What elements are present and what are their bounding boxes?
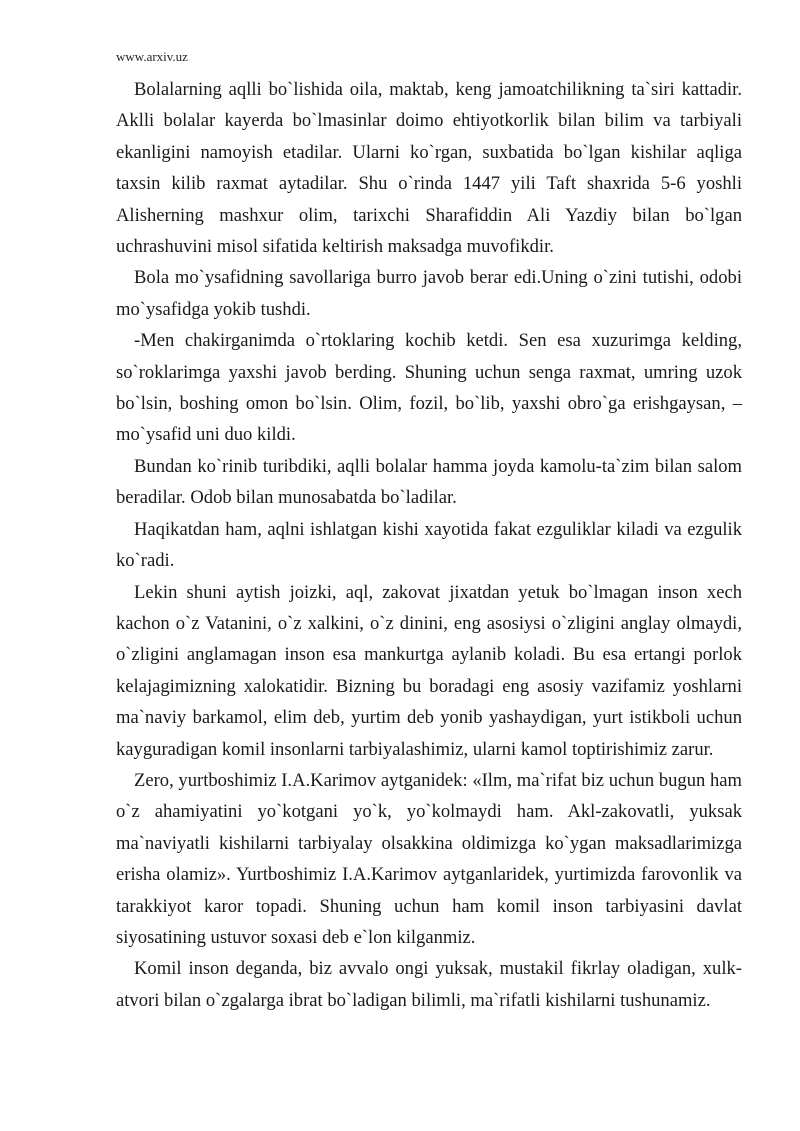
paragraph-8: Komil inson deganda, biz avvalo ongi yuksak, mustakil fikrlay oladigan, xulk-atvori bilan o`zgalarga ibrat bo`ladigan bilimli, ma`rifatli kishilarni tushunamiz. bbox=[116, 958, 742, 1011]
paragraph-1: Bolalarning aqlli bo`lishida oila, maktab, keng jamoatchilikning ta`siri kattadir. Aklli bolalar kayerda bo`lmasinlar doimo ehtiyotkorlik bilan bilim va tarbiyali ekanligini namoyish etadilar. Ularni ko`rgan, suxbatida bo`lgan kishilar aqliga taxsin kilib raxmat aytadilar. Shu o`rinda 1447 yili Taft shaxrida 5-6 yoshli Alisherning mashxur olim, tarixchi Sharafiddin Ali Yazdiy bilan bo`lgan uchrashuvini misol sifatida keltirish maksadga muvofikdir. bbox=[116, 79, 742, 258]
paragraph-7: Zero, yurtboshimiz I.A.Karimov aytganidek: «Ilm, ma`rifat biz uchun bugun ham o`z ahamiyatini yo`kotgani yo`k, yo`kolmaydi ham. Akl-zakovatli, yuksak ma`naviyatli kishilarni tarbiyalay olsakkina oldimizga ko`ygan maksadlarimizga erisha olamiz». Yurtboshimiz I.A.Karimov aytganlaridek, yurtimizda farovonlik va tarakkiyot karor topadi. Shuning uchun ham komil inson tarbiyasini davlat siyosatining ustuvor soxasi deb e`lon kilganmiz. bbox=[116, 769, 742, 948]
site-header: www.arxiv.uz bbox=[116, 49, 188, 64]
paragraph-2: Bola mo`ysafidning savollariga burro javob berar edi.Uning o`zini tutishi, odobi mo`ysafidga yokib tushdi. bbox=[116, 267, 742, 320]
paragraph-3: -Men chakirganimda o`rtoklaring kochib ketdi. Sen esa xuzurimga kelding, so`roklarimga yaxshi javob berding. Shuning uchun senga raxmat, umring uzok bo`lsin, boshing omon bo`lsin. Olim, fozil, bo`lib, yaxshi obro`ga erishgaysan, – mo`ysafid uni duo kildi. bbox=[116, 330, 742, 446]
paragraph-4: Bundan ko`rinib turibdiki, aqlli bolalar hamma joyda kamolu-ta`zim bilan salom beradilar. Odob bilan munosabatda bo`ladilar. bbox=[116, 455, 742, 509]
paragraph-5: Haqikatdan ham, aqlni ishlatgan kishi xayotida fakat ezguliklar kiladi va ezgulik ko`radi. bbox=[116, 518, 742, 572]
body-text bbox=[116, 74, 742, 1016]
paragraph-6: Lekin shuni aytish joizki, aql, zakovat jixatdan yetuk bo`lmagan inson xech kachon o`z Vatanini, o`z xalkini, o`z dinini, eng asosiysi o`zligini anglay olmaydi, o`zligini anglamagan inson esa mankurtga aylanib koladi. Bu esa ertangi porlok kelajagimizning xalokatidir. Bizning bu boradagi eng asosiy vazifamiz yoshlarni ma`naviy barkamol, elim deb, yurtim deb yonib yashaydigan, yurt istikboli uchun kayguradigan komil insonlarni tarbiyalashimiz, ularni kamol toptirishimiz zarur. bbox=[116, 581, 742, 760]
